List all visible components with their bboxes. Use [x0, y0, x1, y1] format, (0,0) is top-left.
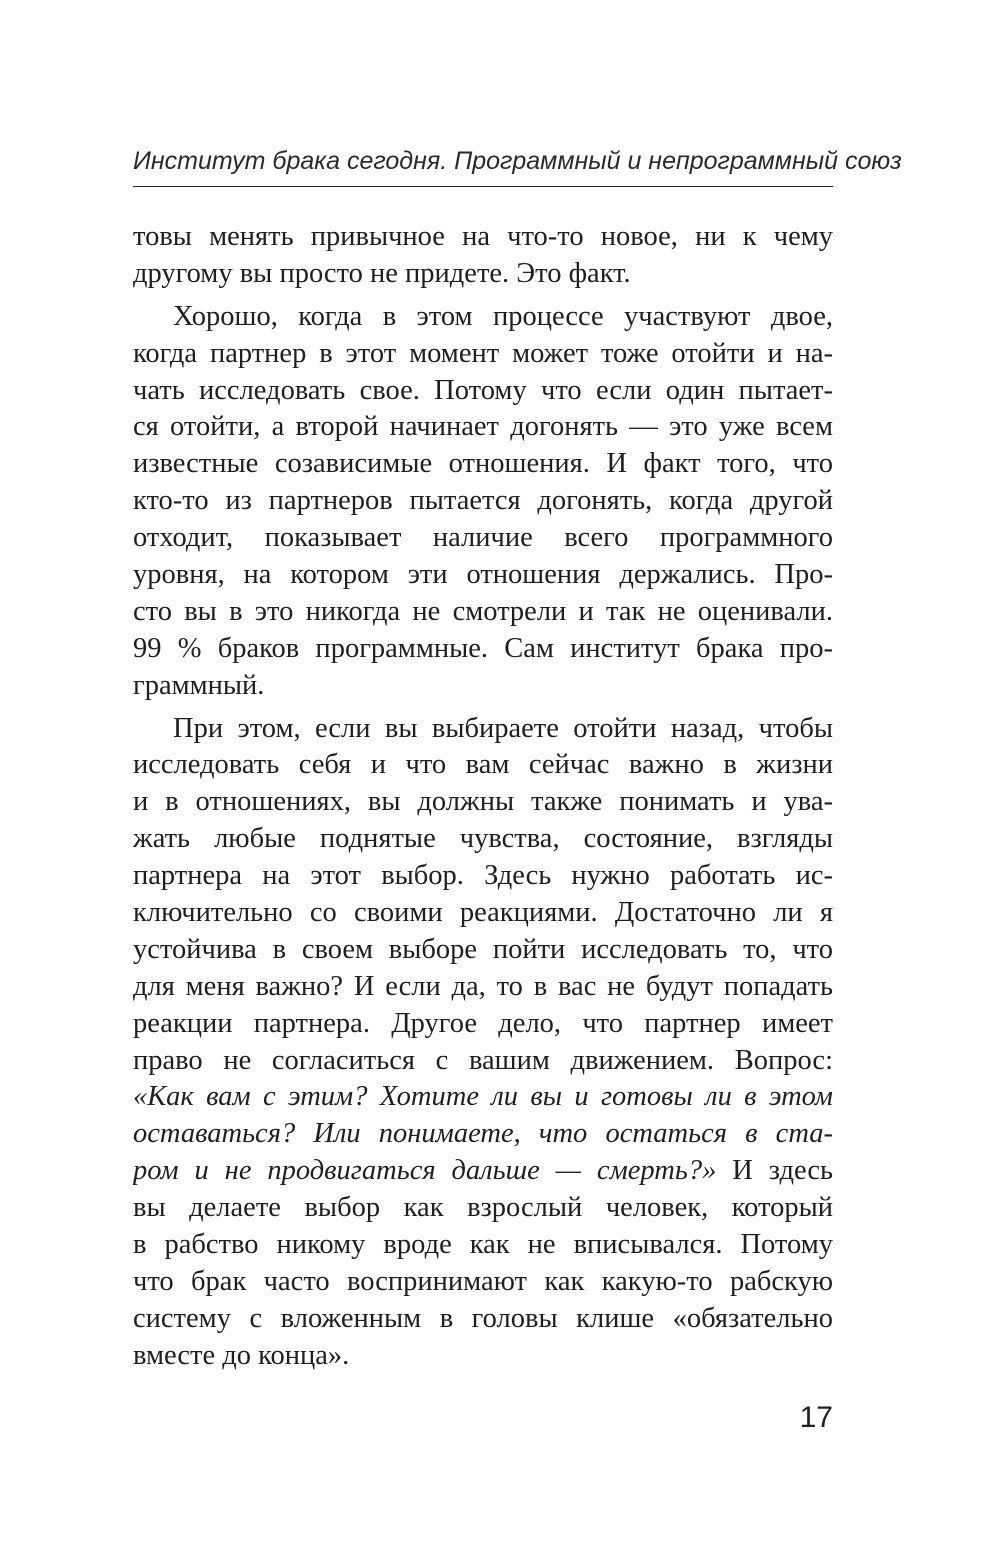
text-fragment: И здесь — [716, 1155, 833, 1187]
text-line: Хорошо, когда в этом процессе участвуют двое, — [173, 300, 833, 332]
text-line: ся отойти, а второй начинает догонять — это уже всем — [133, 411, 833, 443]
text-line: 99 % браков программные. Сам институт брака про- — [133, 632, 833, 664]
text-line: чать исследовать свое. Потому что если один пытает- — [133, 374, 833, 406]
text-line: в рабство никому вроде как не вписывался. Потому — [133, 1229, 833, 1261]
quote-line-end: ром и не продвигаться дальше — смерть?» — [133, 1155, 717, 1187]
text-line: право не согласиться с вашим движением. Вопрос: — [133, 1044, 833, 1076]
text-line: известные созависимые отношения. И факт того, что — [133, 448, 833, 480]
running-header: Институт брака сегодня. Программный и непрограммный союз — [133, 147, 902, 175]
text-line: когда партнер в этот момент может тоже отойти и на- — [133, 337, 833, 369]
text-line: устойчива в своем выборе пойти исследовать то, что — [133, 933, 833, 965]
text-line: что брак часто воспринимают как какую-то рабскую — [133, 1265, 833, 1297]
text-line: для меня важно? И если да, то в вас не будут попадать — [133, 970, 833, 1002]
text-line: партнера на этот выбор. Здесь нужно работать ис- — [133, 860, 833, 892]
text-line: вы делаете выбор как взрослый человек, который — [133, 1192, 833, 1224]
text-line: ключительно со своими реакциями. Достаточно ли я — [133, 897, 833, 929]
text-line: систему с вложенным в головы клише «обязательно — [133, 1302, 833, 1334]
text-line: жать любые поднятые чувства, состояние, взгляды — [133, 823, 833, 855]
quote-line: «Как вам с этим? Хотите ли вы и готовы ли в этом — [133, 1081, 833, 1113]
text-line: исследовать себя и что вам сейчас важно в жизни — [133, 749, 833, 781]
header-rule — [133, 186, 833, 187]
text-line: граммный. — [133, 669, 265, 701]
text-line: вместе до конца». — [133, 1339, 350, 1371]
text-line: товы менять привычное на что-то новое, ни к чему — [133, 221, 833, 252]
text-line: уровня, на котором эти отношения держались. Про- — [133, 559, 833, 591]
text-line: реакции партнера. Другое дело, что партнер имеет — [133, 1007, 833, 1039]
quote-line: оставаться? Или понимаете, что остаться в ста- — [133, 1118, 833, 1150]
text-line: другому вы просто не придете. Это факт. — [133, 257, 631, 289]
text-line: и в отношениях, вы должны также понимать и ува- — [133, 786, 833, 818]
page-number: 17 — [799, 1401, 833, 1434]
mixed-line — [133, 1153, 833, 1190]
text-line: кто-то из партнеров пытается догонять, когда другой — [133, 485, 833, 517]
text-line: отходит, показывает наличие всего программного — [133, 522, 833, 554]
text-line: сто вы в это никогда не смотрели и так не оценивали. — [133, 595, 833, 627]
text-line: При этом, если вы выбираете отойти назад, чтобы — [173, 712, 833, 744]
body-text — [133, 219, 833, 1375]
